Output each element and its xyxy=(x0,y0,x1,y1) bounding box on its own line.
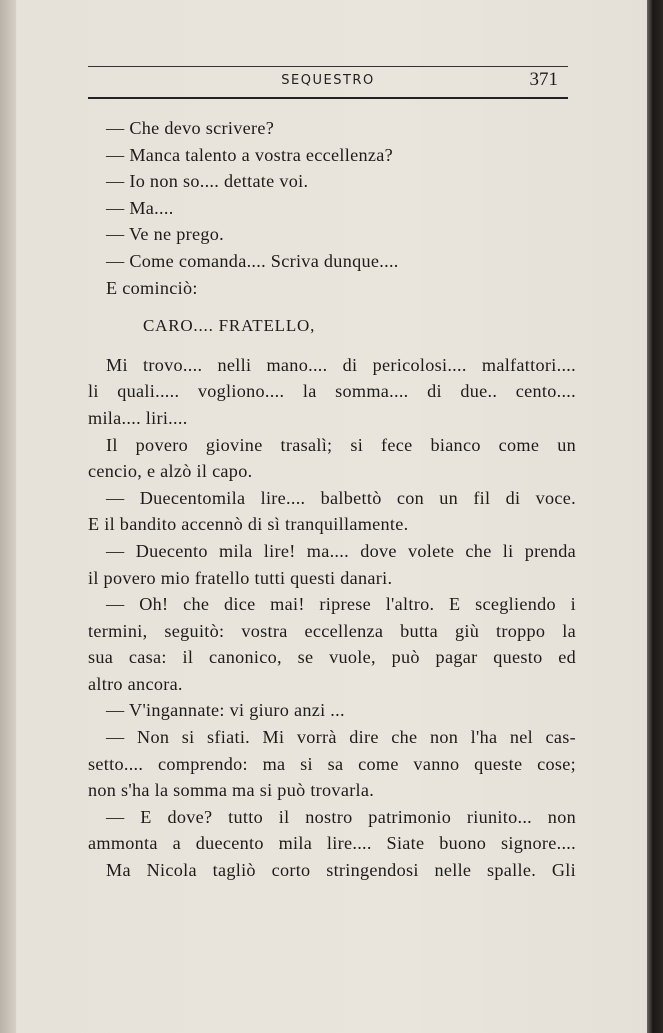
text-line: termini, seguitò: vostra eccellenza butta giù troppo la xyxy=(88,620,576,641)
text-line: — Ma.... xyxy=(106,197,174,218)
text-line: ammonta a duecento mila lire.... Siate buono signore.... xyxy=(88,833,576,854)
text-line: Mi trovo.... nelli mano.... di pericolosi.... malfattori.... xyxy=(106,354,576,375)
text-line: E cominciò: xyxy=(106,277,198,298)
text-line: cencio, e alzò il capo. xyxy=(88,461,253,482)
text-line: — Non si sfiati. Mi vorrà dire che non l'ha nel cas- xyxy=(106,727,576,748)
text-line: li quali..... vogliono.... la somma.... di due.. cento.... xyxy=(88,381,576,402)
text-line: — V'ingannate: vi giuro anzi ... xyxy=(106,700,345,721)
text-line: — Duecentomila lire.... balbettò con un fil di voce. xyxy=(106,487,576,508)
text-line: — Io non so.... dettate voi. xyxy=(106,171,309,192)
text-line: — Oh! che dice mai! riprese l'altro. E scegliendo i xyxy=(106,594,576,615)
text-line: — E dove? tutto il nostro patrimonio riunito... non xyxy=(106,806,576,827)
body-text xyxy=(88,115,576,884)
text-line: — Come comanda.... Scriva dunque.... xyxy=(106,250,399,271)
running-title: SEQUESTRO xyxy=(281,73,375,88)
text-line: — Ve ne prego. xyxy=(106,224,225,245)
text-line: Ma Nicola tagliò corto stringendosi nelle spalle. Gli xyxy=(106,860,576,881)
running-header xyxy=(88,70,568,96)
text-line: — Duecento mila lire! ma.... dove volete che li prenda xyxy=(106,540,576,561)
text-line: altro ancora. xyxy=(88,673,183,694)
header-rule-top xyxy=(88,66,568,67)
page-edge xyxy=(647,0,663,1033)
text-line: — Che devo scrivere? xyxy=(106,118,275,138)
letter-salutation: CARO.... FRATELLO, xyxy=(143,316,316,336)
text-line: — Manca talento a vostra eccellenza? xyxy=(106,144,393,165)
header-rule-bottom xyxy=(88,97,568,99)
text-line: il povero mio fratello tutti questi danari. xyxy=(88,567,393,588)
page-gutter xyxy=(0,0,16,1033)
text-line: sua casa: il canonico, se vuole, può pagar questo ed xyxy=(88,647,576,668)
text-line: non s'ha la somma ma si può trovarla. xyxy=(88,780,375,801)
text-line: E il bandito accennò di sì tranquillamente. xyxy=(88,514,409,535)
text-line: Il povero giovine trasalì; si fece bianco come un xyxy=(106,434,576,455)
page-number: 371 xyxy=(529,69,558,90)
text-line: mila.... liri.... xyxy=(88,407,188,428)
text-line: setto.... comprendo: ma si sa come vanno queste cose; xyxy=(88,753,576,774)
